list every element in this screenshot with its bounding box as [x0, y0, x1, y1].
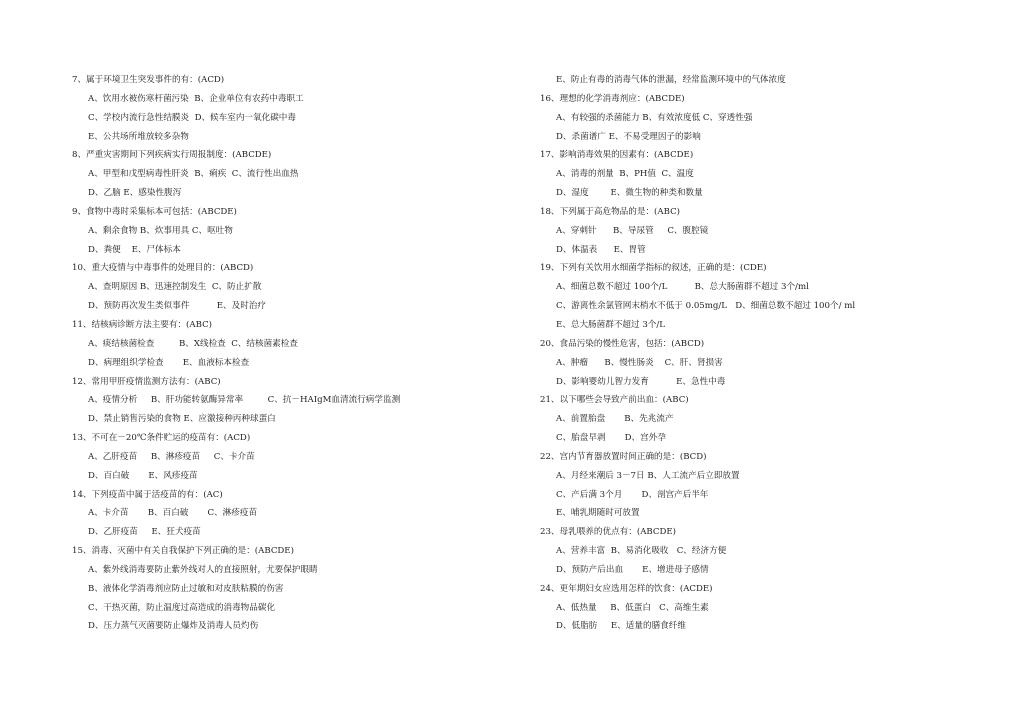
option-text: D、粪便 E、尸体标本: [88, 244, 181, 255]
option-text: A、有较强的杀菌能力 B、有效浓度低 C、穿透性强: [556, 112, 753, 123]
question-text: 21、以下哪些会导致产前出血：(ABC): [540, 395, 689, 406]
option-text: D、百白破 E、风疹疫苗: [88, 470, 198, 481]
option-text: E、防止有毒的消毒气体的泄漏，经常监测环境中的气体浓度: [556, 75, 786, 85]
option-text: A、乙肝疫苗 B、淋疹疫苗 C、卡介苗: [88, 451, 255, 462]
option-text: B、液体化学消毒剂应防止过敏和对皮肤粘膜的伤害: [88, 583, 284, 594]
question-text: 15、消毒、灭菌中有关自我保护下列正确的是：(ABCDE): [72, 546, 294, 557]
question-text: 8、严重灾害期间下列疾病实行周报制度：(ABCDE): [72, 150, 272, 161]
question-text: 24、更年期妇女应选用怎样的饮食：(ACDE): [540, 583, 713, 594]
option-text: D、预防产后出血 E、增进母子感情: [556, 564, 709, 575]
question-text: 7、属于环境卫生突发事件的有：(ACD): [72, 75, 225, 85]
option-text: A、低热量 B、低蛋白 C、高维生素: [556, 602, 709, 613]
option-text: E、哺乳期随时可放置: [556, 508, 640, 519]
option-text: A、疫情分析 B、肝功能转氨酶异常率 C、抗－HAIgM血清流行病学监测: [88, 395, 401, 406]
option-text: E、总大肠菌群不超过 3个/L: [556, 319, 666, 330]
question-text: 13、不可在－20℃条件贮运的疫苗有：(ACD): [72, 433, 251, 444]
question-text: 10、重大疫情与中毒事件的处理目的：(ABCD): [72, 263, 254, 274]
option-text: A、饮用水被伤寒杆菌污染 B、企业单位有农药中毒职工: [88, 93, 304, 104]
question-text: 16、理想的化学消毒剂应：(ABCDE): [540, 93, 685, 104]
option-text: C、学校内流行急性结膜炎 D、候车室内一氧化碳中毒: [88, 112, 296, 123]
option-text: D、压力蒸气灭菌要防止爆炸及消毒人员灼伤: [88, 621, 259, 632]
question-text: 18、下列属于高危物品的是：(ABC): [540, 206, 681, 217]
left-column: [72, 71, 512, 636]
option-text: D、影响婴幼儿智力发育 E、急性中毒: [556, 376, 726, 387]
option-text: D、乙肝疫苗 E、狂犬疫苗: [88, 527, 201, 538]
option-text: C、胎盘早剥 D、宫外孕: [556, 433, 666, 444]
option-text: A、消毒的剂量 B、PH值 C、温度: [556, 169, 694, 180]
option-text: D、预防再次发生类似事件 E、及时治疗: [88, 301, 266, 312]
option-text: A、痰结核菌检查 B、X线检查 C、结核菌素检查: [88, 338, 298, 349]
question-text: 19、下列有关饮用水细菌学指标的叙述，正确的是：(CDE): [540, 263, 767, 274]
option-text: A、紫外线消毒要防止紫外线对人的直接照射，尤要保护眼睛: [88, 564, 318, 575]
question-text: 17、影响消毒效果的因素有：(ABCDE): [540, 150, 694, 161]
question-text: 11、结核病诊断方法主要有：(ABC): [72, 319, 213, 330]
option-text: C、游离性余氯管网末梢水不低于 0.05mg/L D、细菌总数不超过 100个/ ml: [556, 301, 856, 312]
option-text: D、湿度 E、微生物的种类和数量: [556, 188, 703, 199]
option-text: A、细菌总数不超过 100个/L B、总大肠菌群不超过 3个/ml: [556, 282, 809, 293]
option-text: C、干热灭菌，防止温度过高造成的消毒物品碳化: [88, 602, 276, 613]
question-text: 14、下列疫苗中属于活疫苗的有：(AC): [72, 489, 223, 500]
option-text: A、查明原因 B、迅速控制发生 C、防止扩散: [88, 282, 262, 293]
option-text: A、前置胎盘 B、先兆流产: [556, 414, 674, 425]
option-text: A、月经来潮后 3－7日 B、人工流产后立即放置: [556, 470, 740, 481]
question-text: 12、常用甲肝疫情监测方法有：(ABC): [72, 376, 221, 387]
option-text: D、杀菌谱广 E、不易受理因子的影响: [556, 131, 701, 142]
right-column: [540, 71, 990, 636]
option-text: A、甲型和戊型病毒性肝炎 B、痢疾 C、流行性出血热: [88, 169, 299, 180]
option-text: D、病理组织学检查 E、血液标本检查: [88, 357, 250, 368]
option-text: D、低脂肪 E、适量的膳食纤维: [556, 621, 686, 632]
option-text: D、体温表 E、胃管: [556, 244, 646, 255]
option-text: D、禁止销售污染的食物 E、应激接种丙种球蛋白: [88, 414, 276, 425]
option-text: A、卡介苗 B、百白破 C、淋疹疫苗: [88, 508, 258, 519]
option-text: C、产后满 3个月 D、剖宫产后半年: [556, 489, 709, 500]
option-text: A、穿刺针 B、导尿管 C、腹腔镜: [556, 225, 709, 236]
question-text: 20、食品污染的慢性危害，包括：(ABCD): [540, 338, 705, 349]
question-text: 23、母乳喂养的优点有：(ABCDE): [540, 527, 676, 538]
option-text: A、剩余食物 B、炊事用具 C、呕吐物: [88, 225, 233, 236]
question-text: 22、宫内节育器放置时间正确的是：(BCD): [540, 451, 707, 462]
option-text: E、公共场所堆放较多杂物: [88, 131, 189, 142]
option-text: A、肿瘤 B、慢性肠炎 C、肝、肾损害: [556, 357, 723, 368]
option-text: D、乙脑 E、感染性腹泻: [88, 188, 182, 199]
question-text: 9、食物中毒时采集标本可包括：(ABCDE): [72, 206, 237, 217]
option-text: A、营养丰富 B、易消化吸收 C、经济方便: [556, 546, 727, 557]
